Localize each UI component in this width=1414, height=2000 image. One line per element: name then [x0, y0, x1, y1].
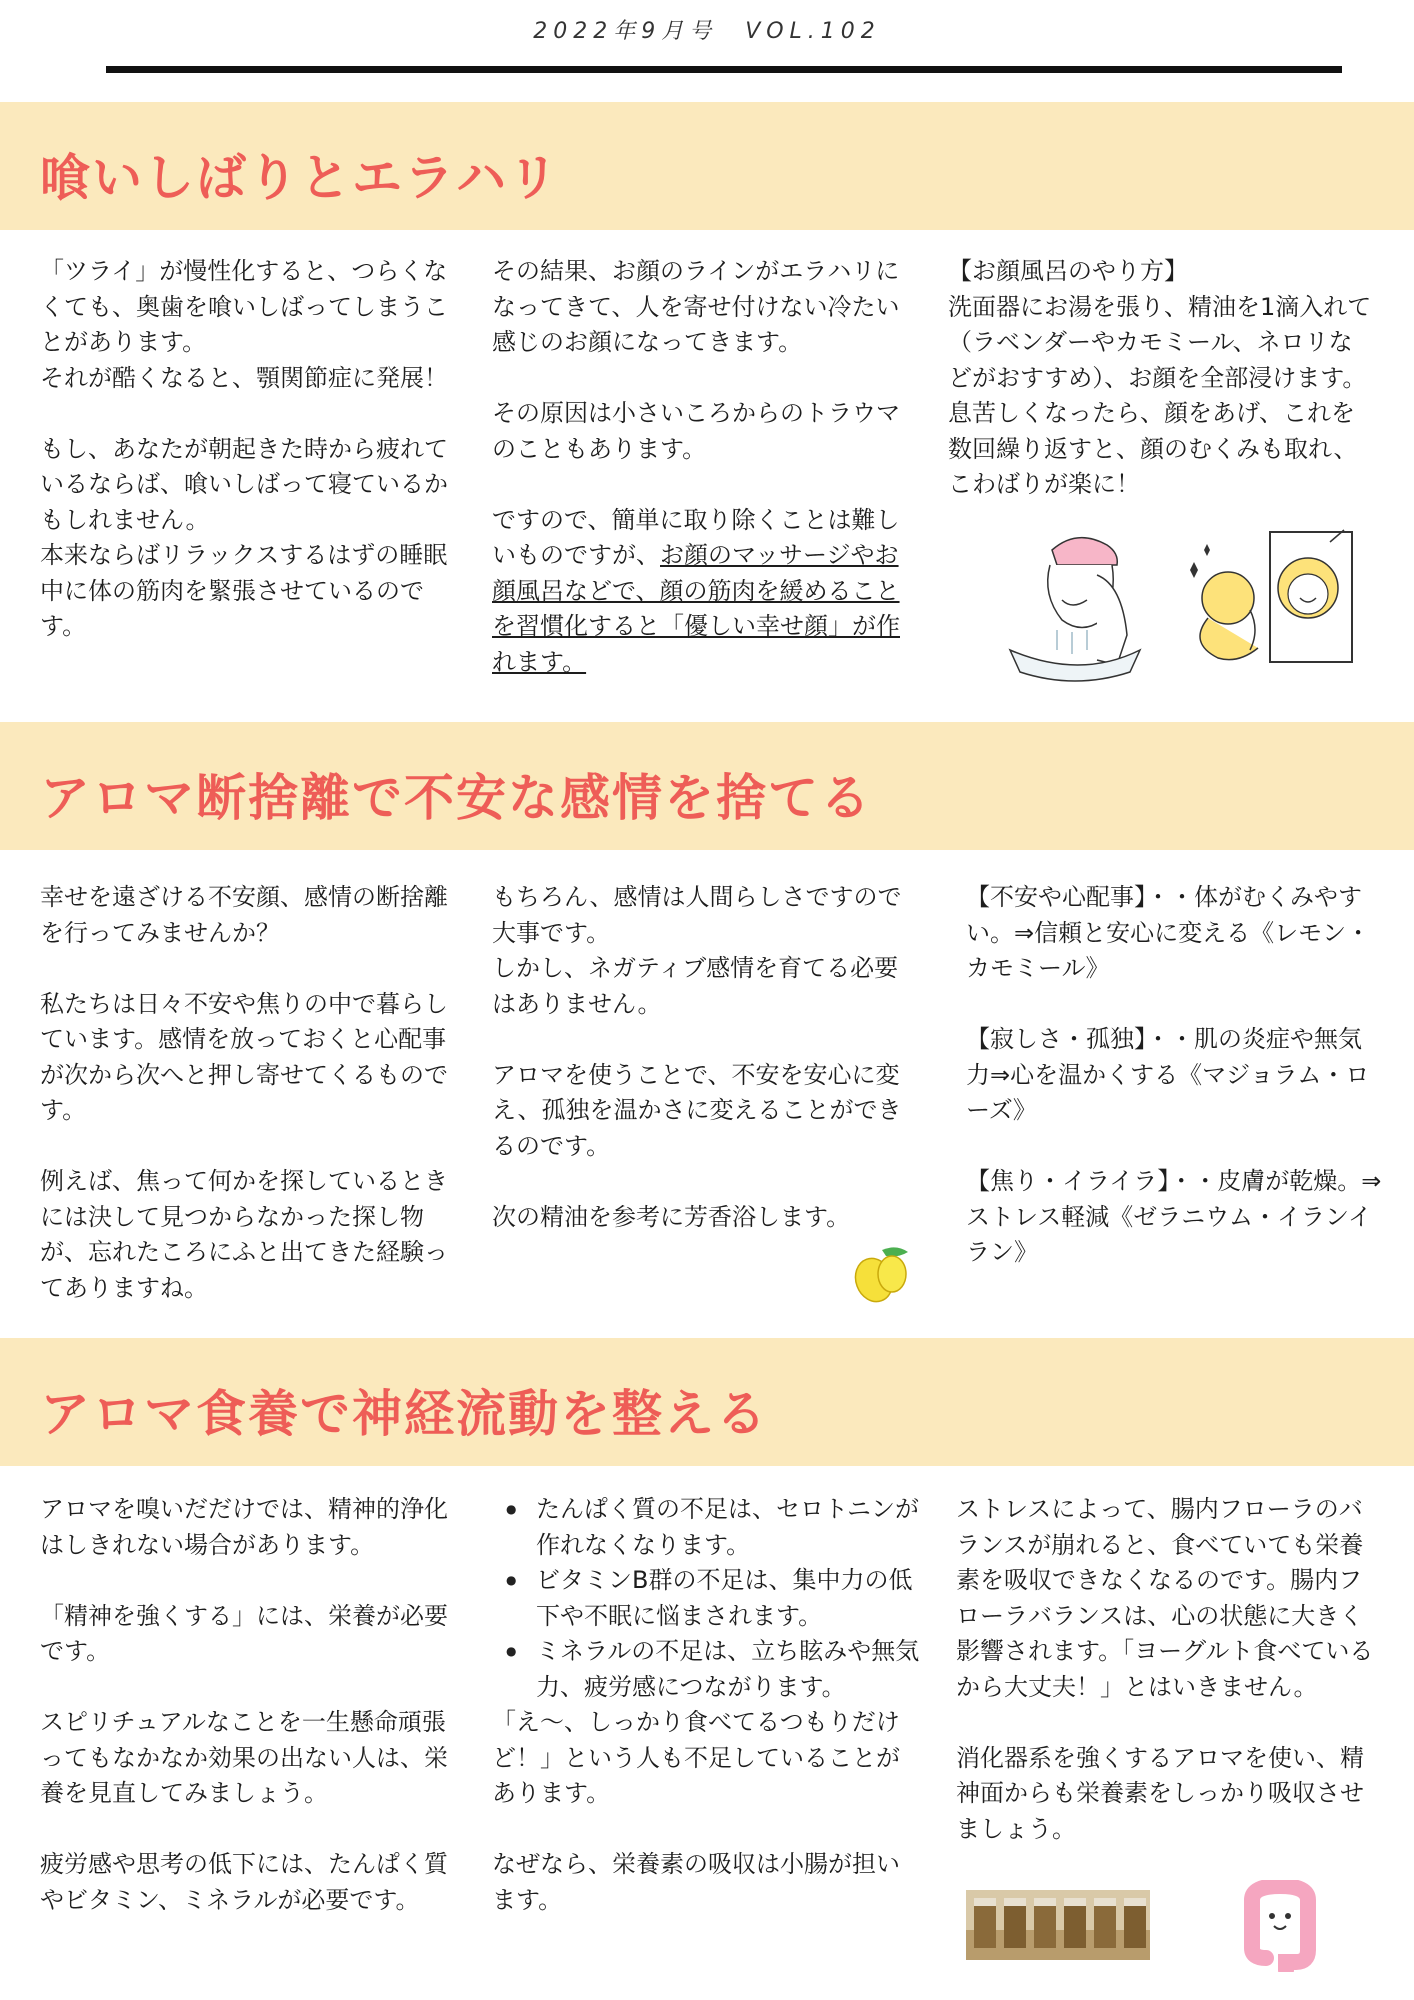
section2-col2: [492, 880, 914, 1271]
paragraph: 消化器系を強くするアロマを使い、精神面からも栄養素をしっかり吸収させましょう。: [956, 1743, 1364, 1843]
paragraph: 疲労感や思考の低下には、たんぱく質やビタミン、ミネラルが必要です。: [40, 1850, 448, 1914]
section1-col3: [948, 254, 1374, 538]
paragraph: 例えば、焦って何かを探しているときには決して見つからなかった探し物が、忘れたころにふと出てきた経験ってありますね。: [40, 1167, 448, 1302]
section1-col1: [40, 254, 458, 680]
section1-col2: [492, 254, 914, 716]
paragraph: 幸せを遠ざける不安顔、感情の断捨離を行ってみませんか？: [40, 883, 448, 947]
issue-label: 2022年9月号 VOL.102: [533, 19, 881, 44]
list-item: ● ミネラルの不足は、立ち眩みや無気力、疲労感につながります。: [536, 1634, 920, 1705]
paragraph-mixed: [492, 503, 914, 681]
mirror-smile-illustration: [1180, 528, 1356, 670]
section2-title: アロマ断捨離で不安な感情を捨てる: [40, 769, 872, 827]
header-rule: [106, 66, 1342, 73]
paragraph: その結果、お顔のラインがエラハリになってきて、人を寄せ付けない冷たい感じのお顔になってきます。: [492, 257, 900, 356]
paragraph: もちろん、感情は人間らしさですので大事です。: [492, 883, 902, 947]
paragraph: 次の精油を参考に芳香浴します。: [492, 1202, 851, 1231]
section1-title: 喰いしばりとエラハリ: [40, 149, 560, 207]
section3-title: アロマ食養で神経流動を整える: [40, 1385, 768, 1443]
text-underlined: お顔のマッサージやお顔風呂などで、顔の筋肉を緩めることを習慣化すると「優しい幸せ顔」が作れます。: [492, 541, 900, 676]
paragraph: それが酷くなると、顎関節症に発展！: [40, 363, 448, 392]
paragraph: 【不安や心配事】・・体がむくみやすい。⇒信頼と安心に変える《レモン・カモミール》: [966, 883, 1371, 982]
section2-col3: [966, 880, 1384, 1306]
section3-col3: [956, 1492, 1378, 1883]
face-washing-illustration: [1002, 520, 1150, 682]
paragraph: しかし、ネガティブ感情を育てる必要はありません。: [492, 954, 899, 1018]
lemon-icon: [852, 1244, 912, 1306]
list-item: ● ビタミンB群の不足は、集中力の低下や不眠に悩まされます。: [536, 1563, 920, 1634]
section3-col2: [492, 1492, 920, 1954]
paragraph: アロマを嗅いだだけでは、精神的浄化はしきれない場合があります。: [40, 1495, 448, 1559]
intestine-icon: [1240, 1880, 1320, 1972]
oil-bottles-photo: [966, 1890, 1150, 1960]
paragraph: 洗面器にお湯を張り、精油を1滴入れて（ラベンダーやカモミール、ネロリなどがおすすめ）、お顔を全部浸けます。息苦しくなったら、顔をあげ、これを数回繰り返すと、顔のむくみも取れ、こわばりが楽に！: [948, 292, 1372, 498]
text-plain: ですので、簡単に取り除くことは難しいものですが、: [492, 505, 900, 569]
section3-col1: [40, 1492, 458, 1954]
paragraph: スピリチュアルなことを一生懸命頑張ってもなかなか効果の出ない人は、栄養を見直してみましょう。: [40, 1708, 448, 1807]
paragraph: 【焦り・イライラ】・・皮膚が乾燥。⇒ストレス軽減《ゼラニウム・イランイラン》: [966, 1167, 1382, 1266]
paragraph: 私たちは日々不安や焦りの中で暮らしています。感情を放っておくと心配事が次から次へと押し寄せてくるものです。: [40, 989, 448, 1124]
section2-col1: [40, 880, 458, 1342]
paragraph: 本来ならばリラックスするはずの睡眠中に体の筋肉を緊張させているのです。: [40, 541, 448, 640]
paragraph: 「精神を強くする」には、栄養が必要です。: [40, 1601, 448, 1665]
col3-heading: 【お顔風呂のやり方】: [948, 257, 1188, 285]
bullet-list: [492, 1492, 920, 1705]
paragraph: 「ツライ」が慢性化すると、つらくなくても、奥歯を喰いしばってしまうことがあります。: [40, 257, 448, 356]
section3-band: [0, 1338, 1414, 1466]
paragraph: なぜなら、栄養素の吸収は小腸が担います。: [492, 1850, 900, 1914]
list-item: ● たんぱく質の不足は、セロトニンが作れなくなります。: [536, 1492, 920, 1563]
section2-band: [0, 722, 1414, 850]
paragraph: アロマを使うことで、不安を安心に変え、孤独を温かさに変えることができるのです。: [492, 1060, 902, 1160]
paragraph: 【寂しさ・孤独】・・肌の炎症や無気力⇒心を温かくする《マジョラム・ローズ》: [966, 1025, 1370, 1124]
paragraph: 「え～、しっかり食べてるつもりだけど！」という人も不足していることがあります。: [492, 1708, 900, 1807]
paragraph: もし、あなたが朝起きた時から疲れているならば、喰いしばって寝ているかもしれません。: [40, 434, 448, 534]
paragraph: ストレスによって、腸内フローラのバランスが崩れると、食べていても栄養素を吸収できなくなるのです。腸内フローラバランスは、心の状態に大きく影響されます。「ヨーグルト食べているから大丈夫！」とはいきません。: [956, 1495, 1374, 1701]
section1-band: [0, 102, 1414, 230]
paragraph: その原因は小さいころからのトラウマのこともあります。: [492, 399, 900, 463]
